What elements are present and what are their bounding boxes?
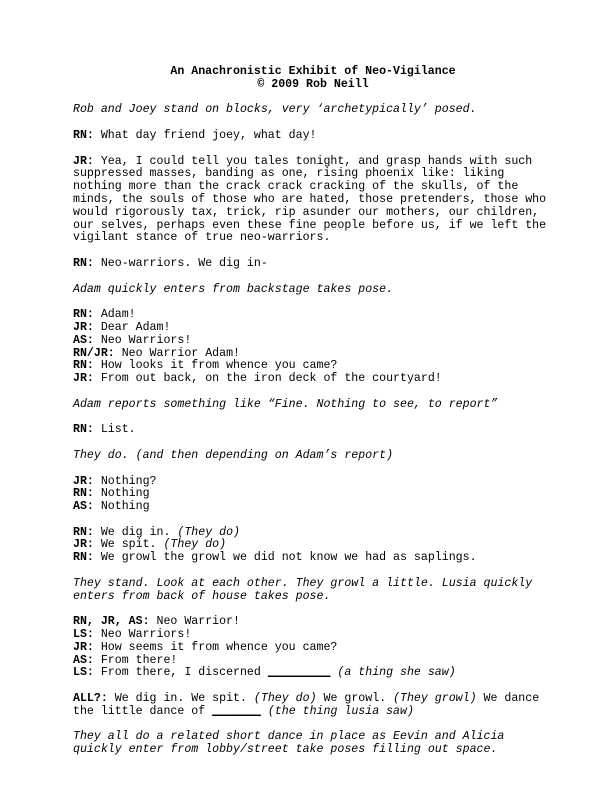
dialogue-text: Dear Adam! <box>93 320 171 334</box>
stage-direction: Rob and Joey stand on blocks, very ‘archetypically’ posed. <box>73 103 477 117</box>
speaker-label: RN: <box>73 487 94 501</box>
dialogue-text: Neo Warriors! <box>93 628 192 642</box>
speaker-label: RN: <box>73 525 94 539</box>
speaker-label: JR: <box>73 372 94 386</box>
inline-direction: (They growl) <box>393 692 477 706</box>
stage-direction: They stand. Look at each other. They growl a little. Lusia quickly enters from back of house takes pose. <box>73 576 533 603</box>
script-page <box>73 66 553 757</box>
dialogue-line <box>73 501 553 514</box>
inline-direction: (a thing she saw) <box>337 666 456 680</box>
dialogue-text: Adam! <box>93 308 136 322</box>
script-title: An Anachronistic Exhibit of Neo-Vigilance <box>170 65 456 78</box>
dialogue-text: How looks it from whence you came? <box>93 359 338 373</box>
dialogue-line <box>73 424 553 437</box>
speaker-label: RN: <box>73 308 94 322</box>
dialogue-text <box>261 705 268 718</box>
speaker-label: RN: <box>73 128 94 142</box>
dialogue-text: How seems it from whence you came? <box>93 640 338 654</box>
speaker-label: RN: <box>73 423 94 437</box>
inline-direction: (They do) <box>163 538 227 552</box>
dialogue-text: Yea, I could tell you tales tonight, and grasp hands with such suppressed masses, banding as one, rising phoenix like: liking nothing more than the crack crack cracking of the skulls, of the minds, the souls of those who are hated, those pretenders, those who would rigorously tax, trick, rip asunder our mothers, our children, our selves, perhaps even these fine people before us, if we left the vigilant stance of true neo-warriors. <box>73 154 547 245</box>
inline-direction: (They do) <box>177 525 240 539</box>
dialogue-text: What day friend joey, what day! <box>93 128 317 142</box>
dialogue-text: Nothing <box>93 487 150 501</box>
speaker-label: JR: <box>73 154 94 168</box>
stage-direction: Adam quickly enters from backstage takes pose. <box>73 282 394 296</box>
dialogue-text: Neo Warrior! <box>149 615 240 629</box>
speaker-label: RN: <box>73 359 94 373</box>
stage-direction: They do. (and then depending on Adam’s report) <box>73 448 394 462</box>
dialogue-text: From there, I discerned <box>93 666 268 680</box>
dialogue-text: We dig in. <box>93 525 178 539</box>
dialogue-text: We growl the growl we did not know we had as saplings. <box>93 551 477 565</box>
speaker-label: JR: <box>73 640 94 654</box>
dialogue-text: We dance the little dance of <box>73 692 540 718</box>
inline-direction: (They do) <box>253 692 317 706</box>
stage-direction: Adam reports something like “Fine. Nothing to see, to report” <box>73 397 498 411</box>
blank-line: _______ <box>212 704 261 718</box>
speaker-label: LS: <box>73 628 94 642</box>
spacer <box>73 565 553 578</box>
dialogue-text: List. <box>93 423 136 437</box>
dialogue-line <box>73 156 553 246</box>
dialogue-text: Nothing? <box>93 474 157 488</box>
dialogue-text: Neo Warriors! <box>93 333 192 347</box>
speaker-label: RN, JR, AS: <box>73 615 150 629</box>
inline-direction: (the thing lusia saw) <box>267 704 414 718</box>
dialogue-text: We spit. <box>93 538 164 552</box>
dialogue-line <box>73 667 553 680</box>
dialogue-line <box>73 373 553 386</box>
speaker-label: JR: <box>73 320 94 334</box>
speaker-label: JR: <box>73 474 94 488</box>
speaker-label: RN: <box>73 551 94 565</box>
dialogue-text: From out back, on the iron deck of the courtyard! <box>93 372 442 386</box>
spacer <box>73 296 553 309</box>
spacer <box>73 437 553 450</box>
dialogue-text: Neo-warriors. We dig in- <box>93 256 268 270</box>
dialogue-text: We dig in. We spit. <box>107 692 254 706</box>
dialogue-text: We growl. <box>316 692 394 706</box>
spacer <box>73 412 553 425</box>
blank-line: _________ <box>267 666 331 680</box>
dialogue-text: From there! <box>93 653 178 667</box>
speaker-label: AS: <box>73 653 94 667</box>
speaker-label: RN: <box>73 256 94 270</box>
speaker-label: AS: <box>73 500 94 514</box>
dialogue-line <box>73 130 553 143</box>
script-body <box>73 104 553 757</box>
dialogue-text: Nothing <box>93 500 150 514</box>
dialogue-text: Neo Warrior Adam! <box>114 346 240 360</box>
spacer <box>73 271 553 284</box>
stage-direction: They all do a related short dance in place as Eevin and Alicia quickly enter from lobby/street take poses filling out space. <box>73 730 505 757</box>
copyright-line: © 2009 Rob Neill <box>257 77 369 91</box>
spacer <box>73 386 553 399</box>
speaker-label: ALL?: <box>73 692 108 706</box>
speaker-label: RN/JR: <box>73 346 115 360</box>
dialogue-line <box>73 258 553 271</box>
dialogue-line <box>73 552 553 565</box>
speaker-label: JR: <box>73 538 94 552</box>
speaker-label: AS: <box>73 333 94 347</box>
dialogue-line <box>73 693 553 719</box>
speaker-label: LS: <box>73 666 94 680</box>
